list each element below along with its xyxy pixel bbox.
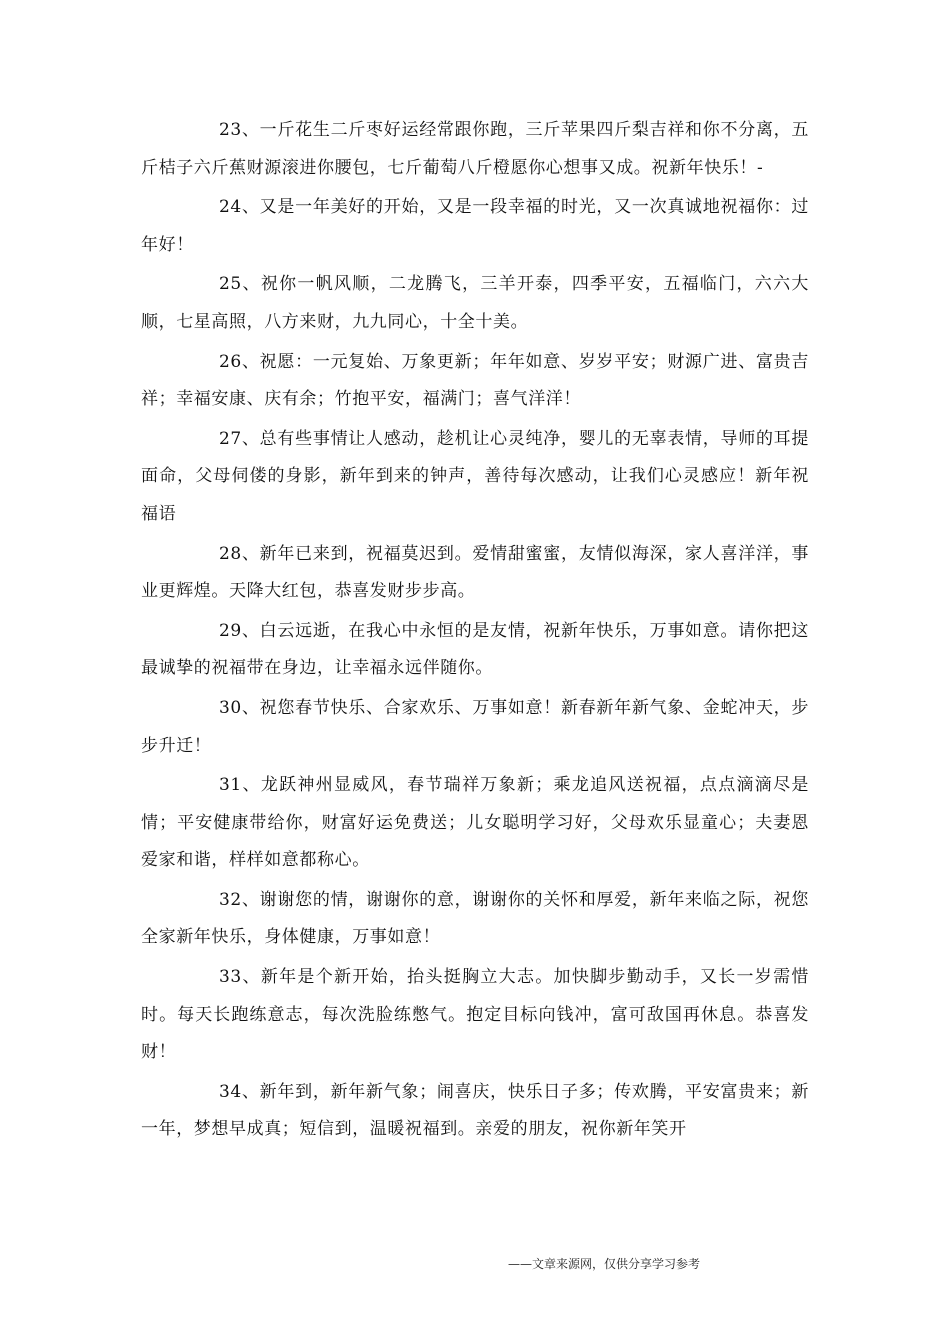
paragraph-29: 29、白云远逝，在我心中永恒的是友情，祝新年快乐，万事如意。请你把这最诚挚的祝福带在身边，让幸福永远伴随你。 (141, 620, 809, 679)
paragraph-27: 27、总有些事情让人感动，趁机让心灵纯净，婴儿的无辜表情，导师的耳提面命，父母伺偻的身影，新年到来的钟声，善待每次感动，让我们心灵感应！新年祝福语 (141, 428, 809, 524)
paragraph-26: 26、祝愿：一元复始、万象更新；年年如意、岁岁平安；财源广进、富贵吉祥；幸福安康、庆有余；竹抱平安，福满门；喜气洋洋！ (141, 351, 809, 410)
source-footer-note: ——文章来源网，仅供分享学习参考 (508, 1257, 701, 1271)
paragraph-31: 31、龙跃神州显威风，春节瑞祥万象新；乘龙追风送祝福，点点滴滴尽是情；平安健康带给你，财富好运免费送；儿女聪明学习好，父母欢乐显童心；夫妻恩爱家和谐，样样如意都称心。 (141, 775, 809, 871)
paragraph-28: 28、新年已来到，祝福莫迟到。爱情甜蜜蜜，友情似海深，家人喜洋洋，事业更辉煌。天降大红包，恭喜发财步步高。 (141, 543, 809, 602)
paragraph-30: 30、祝您春节快乐、合家欢乐、万事如意！新春新年新气象、金蛇冲天，步步升迁！ (141, 697, 809, 756)
paragraph-32: 32、谢谢您的情，谢谢你的意，谢谢你的关怀和厚爱，新年来临之际，祝您全家新年快乐，身体健康，万事如意！ (141, 889, 809, 948)
paragraph-24: 24、又是一年美好的开始，又是一段幸福的时光，又一次真诚地祝福你：过年好！ (141, 197, 809, 255)
paragraph-25: 25、祝你一帆风顺，二龙腾飞，三羊开泰，四季平安，五福临门，六六大顺，七星高照，八方来财，九九同心，十全十美。 (141, 274, 809, 332)
paragraph-23: 23、一斤花生二斤枣好运经常跟你跑，三斤苹果四斤梨吉祥和你不分离，五斤桔子六斤蕉财源滚进你腰包，七斤葡萄八斤橙愿你心想事又成。祝新年快乐！- (141, 120, 809, 178)
paragraph-33: 33、新年是个新开始，抬头挺胸立大志。加快脚步勤动手，又长一岁需惜时。每天长跑练意志，每次洗脸练憋气。抱定目标向钱冲，富可敌国再休息。恭喜发财！ (141, 967, 809, 1063)
article-body (141, 112, 809, 1151)
paragraph-34: 34、新年到，新年新气象；闹喜庆，快乐日子多；传欢腾，平安富贵来；新一年，梦想早成真；短信到，温暖祝福到。亲爱的朋友，祝你新年笑开 (141, 1081, 809, 1140)
